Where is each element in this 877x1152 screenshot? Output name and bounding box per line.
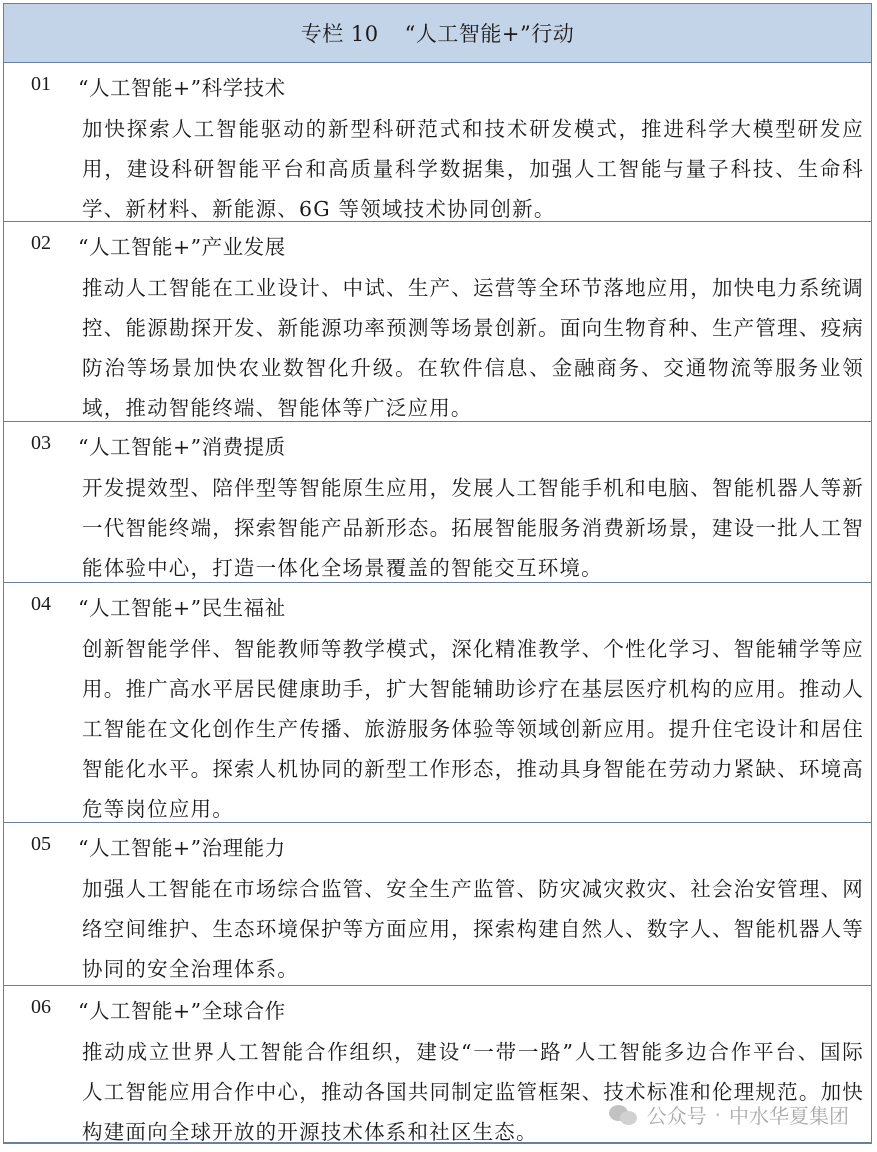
section-02 [4, 222, 871, 422]
section-number: 06 [31, 996, 51, 1018]
column-box [3, 3, 872, 1144]
watermark-account-name: 中水华夏集团 [729, 1104, 849, 1128]
column-header [4, 4, 871, 63]
section-number: 02 [31, 232, 51, 254]
section-number: 04 [31, 593, 51, 615]
section-01 [4, 63, 871, 222]
section-text: 创新智能学伴、智能教师等教学模式，深化精准教学、个性化学习、智能辅学等应用。推广高水平居民健康助手，扩大智能辅助诊疗在基层医疗机构的应用。推动人工智能在文化创作生产传播、旅游服务体验等领域创新应用。提升住宅设计和居住智能化水平。探索人机协同的新型工作形态，推动具身智能在劳动力紧缺、环境高危等岗位应用。 [82, 637, 864, 821]
section-title: “人工智能+”治理能力 [78, 836, 286, 860]
section-text: 开发提效型、陪伴型等智能原生应用，发展人工智能手机和电脑、智能机器人等新一代智能终端，探索智能产品新形态。拓展智能服务消费新场景，建设一批人工智能体验中心，打造一体化全场景覆盖的智能交互环境。 [82, 476, 864, 580]
column-title: “人工智能+”行动 [404, 22, 575, 46]
section-number: 05 [31, 833, 51, 855]
wechat-watermark [609, 1100, 849, 1129]
watermark-separator: · [714, 1102, 721, 1127]
section-title: “人工智能+”消费提质 [78, 435, 286, 459]
watermark-prefix: 公众号 [646, 1104, 707, 1128]
section-text: 推动成立世界人工智能合作组织，建设“一带一路”人工智能多边合作平台、国际人工智能应用合作中心，推动各国共同制定监管框架、技术标准和伦理规范。加快构建面向全球开放的开源技术体系和社区生态。 [82, 1040, 864, 1144]
section-text: 加强人工智能在市场综合监管、安全生产监管、防灾减灾救灾、社会治安管理、网络空间维护、生态环境保护等方面应用，探索构建自然人、数字人、智能机器人等协同的安全治理体系。 [82, 877, 864, 981]
section-03 [4, 422, 871, 583]
section-number: 03 [31, 432, 51, 454]
wechat-icon [609, 1103, 639, 1127]
section-title: “人工智能+”全球合作 [78, 999, 286, 1023]
section-title: “人工智能+”民生福祉 [78, 596, 286, 620]
section-title: “人工智能+”科学技术 [78, 76, 286, 100]
section-04 [4, 583, 871, 823]
section-text: 加快探索人工智能驱动的新型科研范式和技术研发模式，推进科学大模型研发应用，建设科研智能平台和高质量科学数据集，加强人工智能与量子科技、生命科学、新材料、新能源、6G 等领域技术协同创新。 [82, 117, 864, 221]
section-text: 推动人工智能在工业设计、中试、生产、运营等全环节落地应用，加快电力系统调控、能源勘探开发、新能源功率预测等场景创新。面向生物育种、生产管理、疫病防治等场景加快农业数智化升级。在软件信息、金融商务、交通物流等服务业领域，推动智能终端、智能体等广泛应用。 [82, 276, 864, 420]
section-05 [4, 823, 871, 986]
column-label: 专栏 10 [300, 22, 379, 46]
section-number: 01 [31, 73, 51, 95]
section-title: “人工智能+”产业发展 [78, 235, 286, 259]
